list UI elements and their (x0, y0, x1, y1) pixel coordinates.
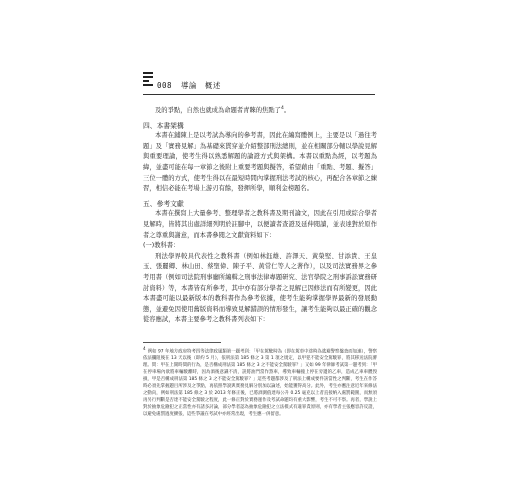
section-4-paragraph: 本書在鋪陳上是以考試為導向的參考書，因此在編寫體例上，主要是以「過往考題」及「實務見解」為基礎來貫穿並介紹整部刑法總則，並在相關部分輔以學說見解與重要理論，使考生得以熟悉解題的論證方式與架構。本書以重點為經，以考題為緯，並盡可能在每一章節之後附上重要考題與擬答，希望藉由「重點、考題、擬答」三位一體的方式，使考生得以在最短時間內掌握刑法考試的核心，再配合各章節之練習，相信必能在考場上游刃有餘，發揮所學，順利金榜題名。 (143, 132, 377, 193)
page-number: 008 (157, 81, 173, 90)
intro-end: 。 (283, 107, 291, 115)
textbooks-paragraph: 刑法學界較具代表性之教科書（例如林鈺雄、許澤天、黃榮堅、甘添貴、王皇玉、張麗卿、林山田、蔡聖偉、陳子平、黃常仁等人之著作），以及司法實務界之參考用書（例如司法院刑事廳所編輯之刑事法律專題研究、法官學院之刑事訴訟實務研討資料）等，本書皆有所參考，其中亦有部分學者之見解已因修法而有所變更，因此本書盡可能以最新版本的教科書作為參考依據，使考生能夠掌握學界最新的發展動態，並避免因使用舊版資料而導致見解錯誤的情形發生，讓考生能夠以最正確的觀念從容應試，本書主要參考之教科書列表如下： (143, 252, 377, 324)
chapter-title: 導論 概述 (180, 81, 221, 90)
running-header (157, 80, 221, 91)
footnote (143, 346, 377, 419)
chapter-mark-icon (143, 72, 153, 90)
footnote-rule (143, 342, 221, 343)
header-rule (143, 94, 375, 95)
footnote-number: 4 (143, 346, 146, 351)
footnote-text: 例如 97 年地方政府特考四等法律政風類第一題考到：「甲在駕駛時為（即在駕車中途時為逃避警察盤查而加速），警察依法攔阻後在 13 天以後（即約 5 月），依刑法第 185 條之 3 第 1 項之規定，以甲犯不能安全駕駛罪，將其移送法院審理。問：甲在上開時間的行為，是否構成刑法第 185 條之 3 之不能安全駕駛罪？」又如 99 年律師考試第一題考到：「甲在停車場內欲將車輛駛離時，因為酒後意識不清，誤將油門當作煞車，導致車輛撞上停在旁邊的乙車，造成乙車車體毀損，甲是否構成刑法第 185 條之 3 之不能安全駕駛罪？」這些考題都涉及了刑法上構成要件該當性之判斷，考生在作答時必須先掌握題目所涉及之爭點，再依照學說與實務見解分別加以論述，始能獲得高分。此外，考生亦應注意近年來修法之動向，例如刑法第 185 條之 3 於 2013 年修正後，已將酒測值達每公升 0.25 毫克以上者直接納入處罰範圍，而無須再另行判斷是否達不能安全駕駛之程度，此一修正對於實務運作及考試命題均有重大影響，考生不可不察。再者，學說上對於抽象危險犯之正當性亦有諸多討論，部分學者認為抽象危險犯之立法模式有違罪責原則，亦有學者主張應容許反證，以避免處罰過度擴張，這些爭議在考試中亦經常出現，考生應一併留意。 (143, 349, 377, 417)
section-4-heading: 四、本書架構 (143, 121, 184, 130)
section-5-heading: 五、參考文獻 (143, 199, 184, 208)
footnote-ref: 4 (280, 106, 284, 111)
main-text (143, 104, 377, 326)
intro-text: 及的爭點，自然也就成為命題者青睞的焦點了 (155, 107, 281, 115)
intro-paragraph (143, 104, 377, 117)
section-5-paragraph: 本書在撰寫上大量參考、整理學者之教科書及期刊論文，因此在引用或綜合學者見解時，皆將其出處詳細列明於註腳中，以便讀者查證及延伸閱讀，並表達對於原作者之尊重與謝意，而本書參閱之文獻資料如下： (143, 210, 377, 239)
subsection-textbooks-heading: (一)教科書： (143, 242, 180, 250)
